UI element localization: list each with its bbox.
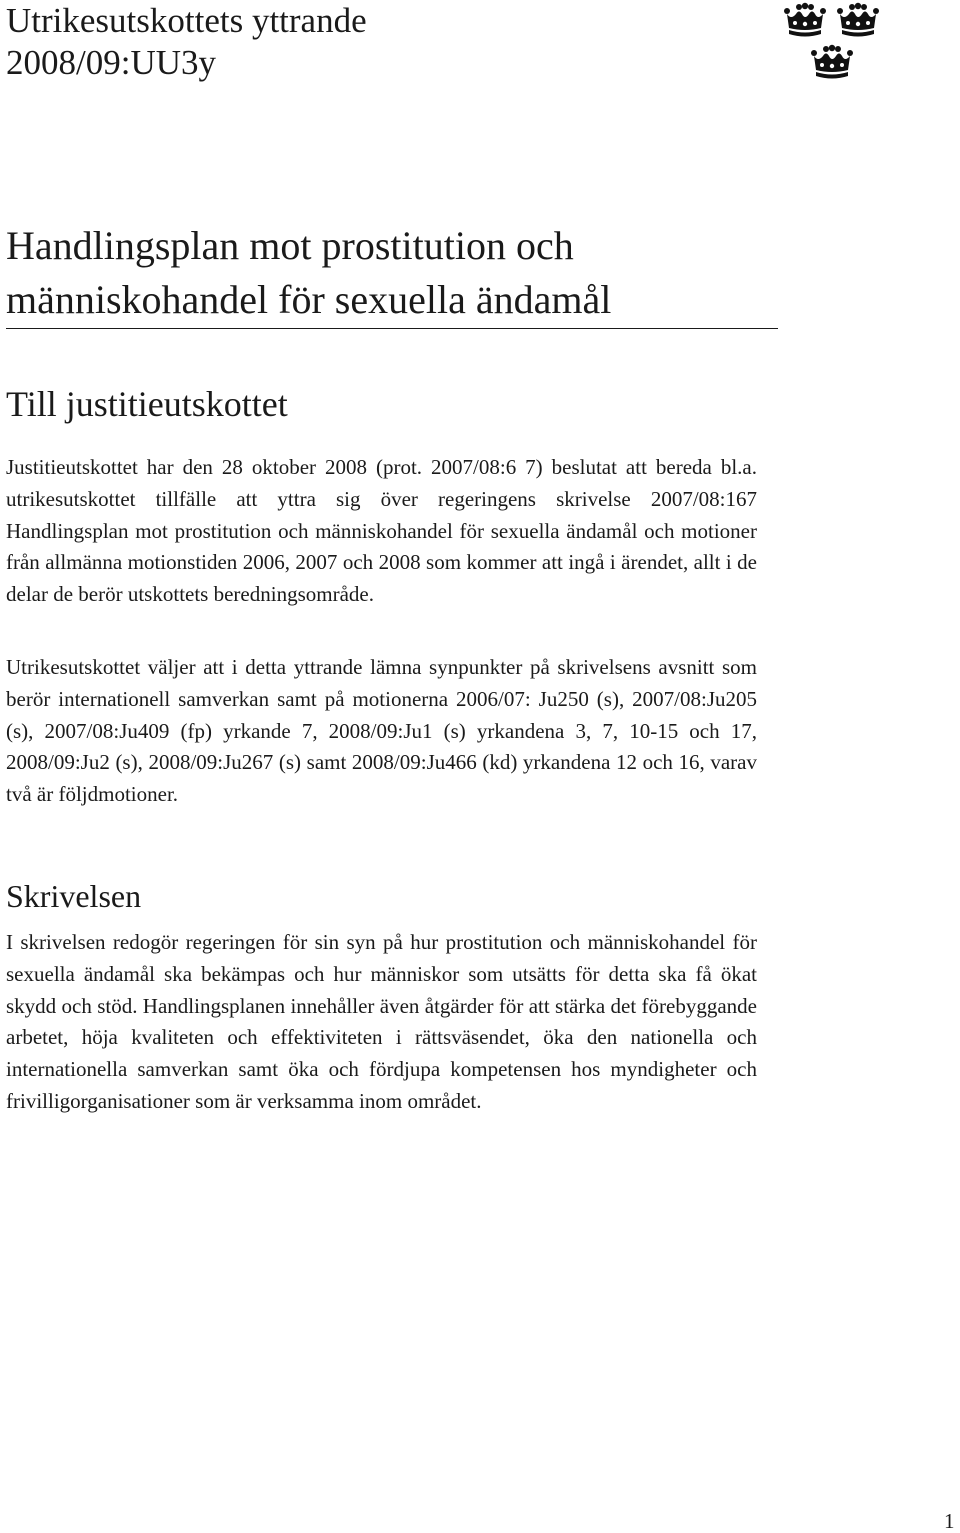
skrivelsen-paragraph: I skrivelsen redogör regeringen för sin syn på hur prostitution och människohandel för sexuella ändamål ska bekämpas och hur människor som utsätts för detta ska få ökat skydd och stöd. Handlingsplanen innehåller även åtgärder för att stärka det förebyggande arbetet, höja kvaliteten och effektiviteten i rättsväsendet, öka den nationella och internationella samverkan samt öka och fördjupa kompetensen hos myndigheter och frivilligorganisationer som är verksamma inom området. — [6, 930, 757, 1113]
title-divider — [6, 328, 778, 329]
committee-header — [6, 0, 706, 84]
recipient-heading: Till justitieutskottet — [6, 384, 288, 424]
document-title — [6, 219, 776, 327]
three-crowns-icon — [780, 2, 895, 86]
intro-paragraph: Justitieutskottet har den 28 oktober 2008 (prot. 2007/08:6 7) beslutat att bereda bl.a. utrikesutskottet tillfälle att yttra sig över regeringens skrivelse 2007/08:167 Handlingsplan mot prostitution och människohandel för sexuella ändamål och motioner från allmänna motionstiden 2006, 2007 och 2008 som kommer att ingå i ärendet, allt i de delar de berör utskottets beredningsområde. — [6, 455, 757, 607]
document-title-line-2: människohandel för sexuella ändamål — [6, 277, 612, 322]
scope-paragraph: Utrikesutskottet väljer att i detta yttrande lämna synpunkter på skrivelsens avsnitt som berör internationell samverkan samt på motionerna 2006/07: Ju250 (s), 2007/08:Ju205 (s), 2007/08:Ju409 (fp) yrkande 7, 2008/09:Ju1 (s) yrkandena 3, 7, 10-15 och 17, 2008/09:Ju2 (s), 2008/09:Ju267 (s) samt 2008/09:Ju466 (kd) yrkandena 12 och 16, varav två är följdmotioner. — [6, 655, 757, 807]
page-number: 1 — [944, 1509, 955, 1533]
committee-line: Utrikesutskottets yttrande — [6, 1, 367, 40]
document-number: 2008/09:UU3y — [6, 43, 216, 82]
document-title-line-1: Handlingsplan mot prostitution och — [6, 223, 574, 268]
section-heading-skrivelsen: Skrivelsen — [6, 878, 142, 914]
